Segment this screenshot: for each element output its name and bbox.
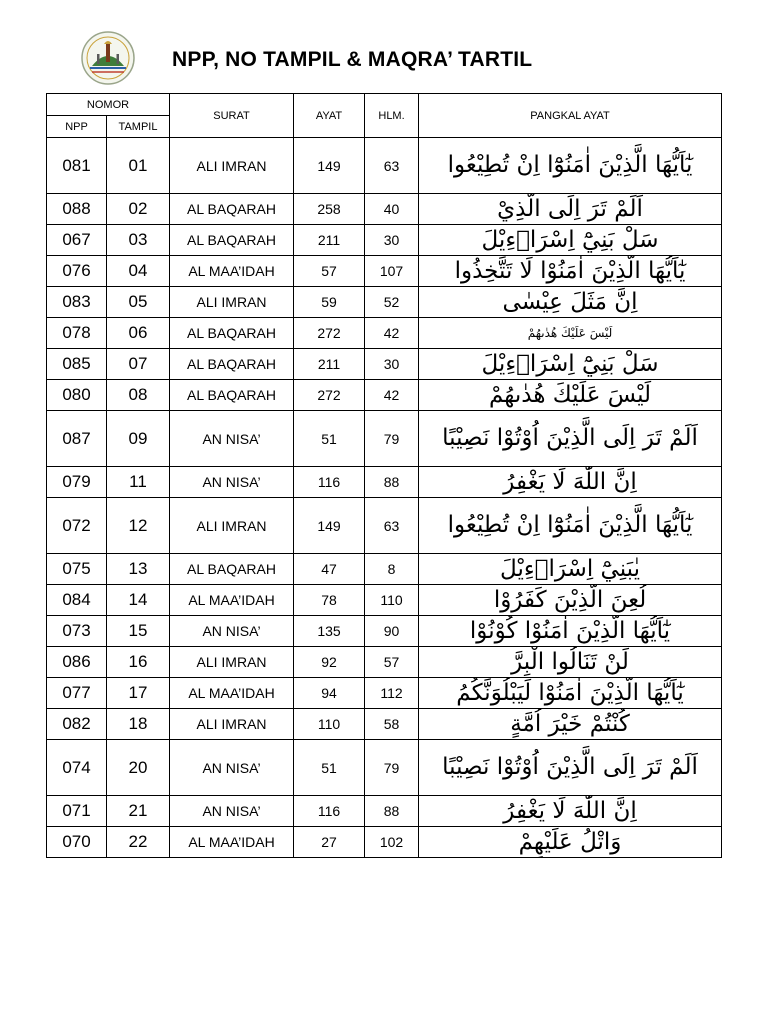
surat-cell: AL BAQARAH <box>170 225 294 256</box>
tampil-cell: 11 <box>107 467 170 498</box>
tampil-cell: 12 <box>107 498 170 554</box>
header-hlm: HLM. <box>365 94 419 138</box>
ayat-cell: 94 <box>294 678 365 709</box>
pangkal-ayat-cell: يٰٓاَيُّهَا الَّذِيْنَ اٰمَنُوْا كُوْنُوْا <box>419 616 722 647</box>
header-nomor: NOMOR <box>47 94 170 116</box>
hlm-cell: 88 <box>365 467 419 498</box>
ayat-cell: 47 <box>294 554 365 585</box>
pangkal-ayat-cell: سَلْ بَنِيْٓ اِسْرَاۤءِيْلَ <box>419 225 722 256</box>
pangkal-ayat-cell: لَيْسَ عَلَيْكَ هُدٰىهُمْ <box>419 318 722 349</box>
page-title: NPP, NO TAMPIL & MAQRA’ TARTIL <box>172 48 533 71</box>
surat-cell: AL MAA’IDAH <box>170 678 294 709</box>
surat-cell: AL BAQARAH <box>170 380 294 411</box>
table-row <box>47 709 722 740</box>
pangkal-ayat-cell: لُعِنَ الَّذِيْنَ كَفَرُوْا <box>419 585 722 616</box>
pangkal-ayat-cell: كُنْتُمْ خَيْرَ اُمَّةٍ <box>419 709 722 740</box>
npp-cell: 075 <box>47 554 107 585</box>
npp-cell: 074 <box>47 740 107 796</box>
surat-cell: ALI IMRAN <box>170 647 294 678</box>
pangkal-ayat-cell: يٰبَنِيْٓ اِسْرَاۤءِيْلَ <box>419 554 722 585</box>
ayat-cell: 27 <box>294 827 365 858</box>
table-row <box>47 349 722 380</box>
hlm-cell: 79 <box>365 740 419 796</box>
ayat-cell: 51 <box>294 740 365 796</box>
pangkal-ayat-cell: يٰٓاَيُّهَا الَّذِيْنَ اٰمَنُوْا لَيَبْلُوَنَّكُمُ <box>419 678 722 709</box>
surat-cell: ALI IMRAN <box>170 498 294 554</box>
table-row <box>47 467 722 498</box>
npp-cell: 087 <box>47 411 107 467</box>
surat-cell: AL BAQARAH <box>170 194 294 225</box>
tampil-cell: 13 <box>107 554 170 585</box>
ayat-cell: 57 <box>294 256 365 287</box>
table-row <box>47 585 722 616</box>
hlm-cell: 58 <box>365 709 419 740</box>
npp-cell: 083 <box>47 287 107 318</box>
table-row <box>47 678 722 709</box>
tampil-cell: 17 <box>107 678 170 709</box>
pangkal-ayat-cell: يٰٓاَيُّهَا الَّذِيْنَ اٰمَنُوْٓا اِنْ تُطِيْعُوا <box>419 498 722 554</box>
hlm-cell: 107 <box>365 256 419 287</box>
npp-cell: 088 <box>47 194 107 225</box>
npp-cell: 080 <box>47 380 107 411</box>
ayat-cell: 272 <box>294 318 365 349</box>
table-row <box>47 138 722 194</box>
hlm-cell: 63 <box>365 498 419 554</box>
table-row <box>47 225 722 256</box>
pangkal-ayat-cell: اَلَمْ تَرَ اِلَى الَّذِيْنَ اُوْتُوْا نَصِيْبًا <box>419 740 722 796</box>
table-row <box>47 194 722 225</box>
pangkal-ayat-cell: اَلَمْ تَرَ اِلَى الَّذِيْنَ اُوْتُوْا نَصِيْبًا <box>419 411 722 467</box>
npp-cell: 077 <box>47 678 107 709</box>
ayat-cell: 51 <box>294 411 365 467</box>
npp-cell: 086 <box>47 647 107 678</box>
npp-cell: 071 <box>47 796 107 827</box>
tampil-cell: 18 <box>107 709 170 740</box>
ayat-cell: 110 <box>294 709 365 740</box>
npp-cell: 070 <box>47 827 107 858</box>
ayat-cell: 211 <box>294 349 365 380</box>
pangkal-ayat-cell: سَلْ بَنِيْٓ اِسْرَاۤءِيْلَ <box>419 349 722 380</box>
surat-cell: AL BAQARAH <box>170 349 294 380</box>
hlm-cell: 8 <box>365 554 419 585</box>
table-row <box>47 827 722 858</box>
ayat-cell: 59 <box>294 287 365 318</box>
surat-cell: ALI IMRAN <box>170 138 294 194</box>
pangkal-ayat-cell: وَاتْلُ عَلَيْهِمْ <box>419 827 722 858</box>
hlm-cell: 57 <box>365 647 419 678</box>
npp-cell: 081 <box>47 138 107 194</box>
ayat-cell: 258 <box>294 194 365 225</box>
pangkal-ayat-cell: لَيْسَ عَلَيْكَ هُدٰىهُمْ <box>419 380 722 411</box>
ayat-cell: 116 <box>294 467 365 498</box>
surat-cell: AN NISA’ <box>170 616 294 647</box>
npp-cell: 076 <box>47 256 107 287</box>
npp-cell: 078 <box>47 318 107 349</box>
surat-cell: ALI IMRAN <box>170 709 294 740</box>
table-row <box>47 380 722 411</box>
tampil-cell: 02 <box>107 194 170 225</box>
tampil-cell: 09 <box>107 411 170 467</box>
table-row <box>47 616 722 647</box>
npp-cell: 084 <box>47 585 107 616</box>
pangkal-ayat-cell: يٰٓاَيُّهَا الَّذِيْنَ اٰمَنُوْا لَا تَتَّخِذُوا <box>419 256 722 287</box>
ayat-cell: 135 <box>294 616 365 647</box>
surat-cell: AL BAQARAH <box>170 554 294 585</box>
table-row <box>47 411 722 467</box>
npp-cell: 073 <box>47 616 107 647</box>
hlm-cell: 90 <box>365 616 419 647</box>
header-tampil: TAMPIL <box>107 116 170 138</box>
hlm-cell: 52 <box>365 287 419 318</box>
hlm-cell: 42 <box>365 318 419 349</box>
pangkal-ayat-cell: اَلَمْ تَرَ اِلَى الَّذِيْ <box>419 194 722 225</box>
ayat-cell: 211 <box>294 225 365 256</box>
hlm-cell: 110 <box>365 585 419 616</box>
tampil-cell: 22 <box>107 827 170 858</box>
npp-cell: 079 <box>47 467 107 498</box>
ayat-cell: 272 <box>294 380 365 411</box>
ayat-cell: 116 <box>294 796 365 827</box>
hlm-cell: 88 <box>365 796 419 827</box>
ayat-cell: 78 <box>294 585 365 616</box>
institution-logo <box>80 30 136 86</box>
tampil-cell: 08 <box>107 380 170 411</box>
surat-cell: AN NISA’ <box>170 796 294 827</box>
maqra-table <box>46 93 722 858</box>
table-row <box>47 647 722 678</box>
ayat-cell: 149 <box>294 498 365 554</box>
table-row <box>47 498 722 554</box>
hlm-cell: 79 <box>365 411 419 467</box>
header-pangkal-ayat: PANGKAL AYAT <box>419 94 722 138</box>
tampil-cell: 06 <box>107 318 170 349</box>
header-surat: SURAT <box>170 94 294 138</box>
table-row <box>47 554 722 585</box>
table-row <box>47 796 722 827</box>
surat-cell: AN NISA’ <box>170 411 294 467</box>
pangkal-ayat-cell: اِنَّ مَثَلَ عِيْسٰى <box>419 287 722 318</box>
npp-cell: 067 <box>47 225 107 256</box>
hlm-cell: 112 <box>365 678 419 709</box>
surat-cell: AL MAA’IDAH <box>170 256 294 287</box>
ayat-cell: 149 <box>294 138 365 194</box>
npp-cell: 085 <box>47 349 107 380</box>
surat-cell: AL MAA’IDAH <box>170 827 294 858</box>
header-npp: NPP <box>47 116 107 138</box>
surat-cell: AL BAQARAH <box>170 318 294 349</box>
surat-cell: AL MAA’IDAH <box>170 585 294 616</box>
tampil-cell: 20 <box>107 740 170 796</box>
table-row <box>47 256 722 287</box>
pangkal-ayat-cell: لَنْ تَنَالُوا الْبِرَّ <box>419 647 722 678</box>
hlm-cell: 30 <box>365 225 419 256</box>
hlm-cell: 42 <box>365 380 419 411</box>
tampil-cell: 16 <box>107 647 170 678</box>
table-row <box>47 740 722 796</box>
hlm-cell: 30 <box>365 349 419 380</box>
tampil-cell: 01 <box>107 138 170 194</box>
pangkal-ayat-cell: اِنَّ اللّٰهَ لَا يَغْفِرُ <box>419 796 722 827</box>
tampil-cell: 04 <box>107 256 170 287</box>
pangkal-ayat-cell: يٰٓاَيُّهَا الَّذِيْنَ اٰمَنُوْٓا اِنْ تُطِيْعُوا <box>419 138 722 194</box>
tampil-cell: 07 <box>107 349 170 380</box>
table-row <box>47 287 722 318</box>
hlm-cell: 40 <box>365 194 419 225</box>
pangkal-ayat-cell: اِنَّ اللّٰهَ لَا يَغْفِرُ <box>419 467 722 498</box>
surat-cell: AN NISA’ <box>170 740 294 796</box>
table-row <box>47 318 722 349</box>
header-ayat: AYAT <box>294 94 365 138</box>
ayat-cell: 92 <box>294 647 365 678</box>
npp-cell: 082 <box>47 709 107 740</box>
tampil-cell: 21 <box>107 796 170 827</box>
tampil-cell: 14 <box>107 585 170 616</box>
hlm-cell: 63 <box>365 138 419 194</box>
tampil-cell: 15 <box>107 616 170 647</box>
npp-cell: 072 <box>47 498 107 554</box>
tampil-cell: 03 <box>107 225 170 256</box>
hlm-cell: 102 <box>365 827 419 858</box>
tampil-cell: 05 <box>107 287 170 318</box>
logo-emblem-icon <box>80 30 136 86</box>
surat-cell: AN NISA’ <box>170 467 294 498</box>
surat-cell: ALI IMRAN <box>170 287 294 318</box>
